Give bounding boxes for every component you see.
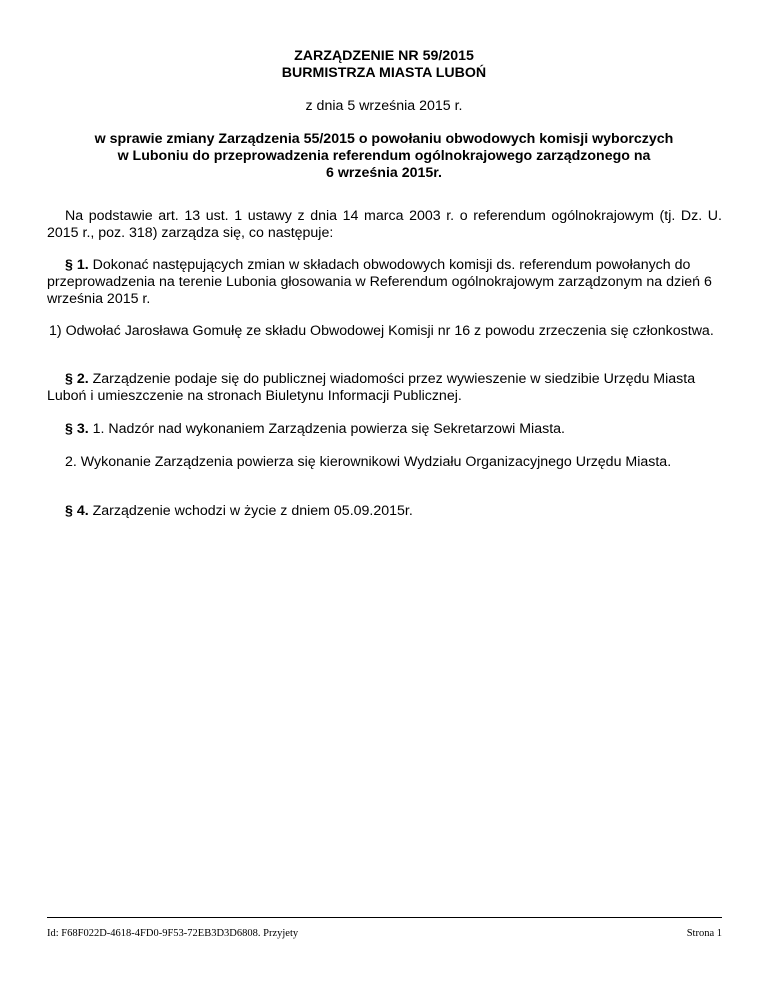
section-4-label: § 4. [65,503,89,519]
legal-basis-text: Na podstawie art. 13 ust. 1 ustawy z dnia 14 marca 2003 r. o referendum ogólnokrajowym (tj. Dz. U. 2015 r., poz. 318) zarządza się, co następuje: [47,208,722,241]
legal-basis-paragraph [47,208,722,242]
section-1-paragraph [47,257,722,308]
section-2-paragraph [47,371,722,405]
section-1-text: Dokonać następujących zmian w składach obwodowych komisji ds. referendum powołanych do przeprowadzenia na terenie Lubonia głosowania w Referendum ogólnokrajowym zarządzonym na dzień 6 września 2015 r. [47,257,712,307]
list-item-1-text: Odwołać Jarosława Gomułę ze składu Obwodowej Komisji nr 16 z powodu zrzeczenia się członkostwa. [65,323,714,339]
document-subject [40,131,728,182]
document-date: z dnia 5 września 2015 r. [305,98,463,114]
section-3-point-2-text: 2. Wykonanie Zarządzenia powierza się kierownikowi Wydziału Organizacyjnego Urzędu Miasta. [65,454,672,470]
footer-document-id: Id: F68F022D-4618-4FD0-9F53-72EB3D3D6808. Przyjety [47,928,299,939]
section-3-point-2 [47,454,722,471]
section-2-label: § 2. [65,371,89,387]
subject-line-2: w Luboniu do przeprowadzenia referendum ogólnokrajowego zarządzonego na [117,148,651,164]
document-title [0,48,768,82]
section-1-label: § 1. [65,257,89,273]
subject-line-3: 6 września 2015r. [326,165,442,181]
title-line-2: BURMISTRZA MIASTA LUBOŃ [281,65,487,81]
title-line-1: ZARZĄDZENIE NR 59/2015 [294,48,474,64]
section-2-text: Zarządzenie podaje się do publicznej wiadomości przez wywieszenie w siedzibie Urzędu Miasta Luboń i umieszczenie na stronach Biuletynu Informacji Publicznej. [47,371,696,404]
footer-page-number: Strona 1 [686,928,722,939]
footer-divider [47,917,722,918]
section-3-paragraph [47,421,722,438]
section-4-text: Zarządzenie wchodzi w życie z dniem 05.09.2015r. [92,503,413,519]
list-item-1 [47,323,722,340]
subject-line-1: w sprawie zmiany Zarządzenia 55/2015 o powołaniu obwodowych komisji wyborczych [94,131,674,147]
list-item-1-number: 1) [49,323,62,339]
section-4-paragraph [47,503,722,520]
section-3-text: 1. Nadzór nad wykonaniem Zarządzenia powierza się Sekretarzowi Miasta. [92,421,565,437]
section-3-label: § 3. [65,421,89,437]
